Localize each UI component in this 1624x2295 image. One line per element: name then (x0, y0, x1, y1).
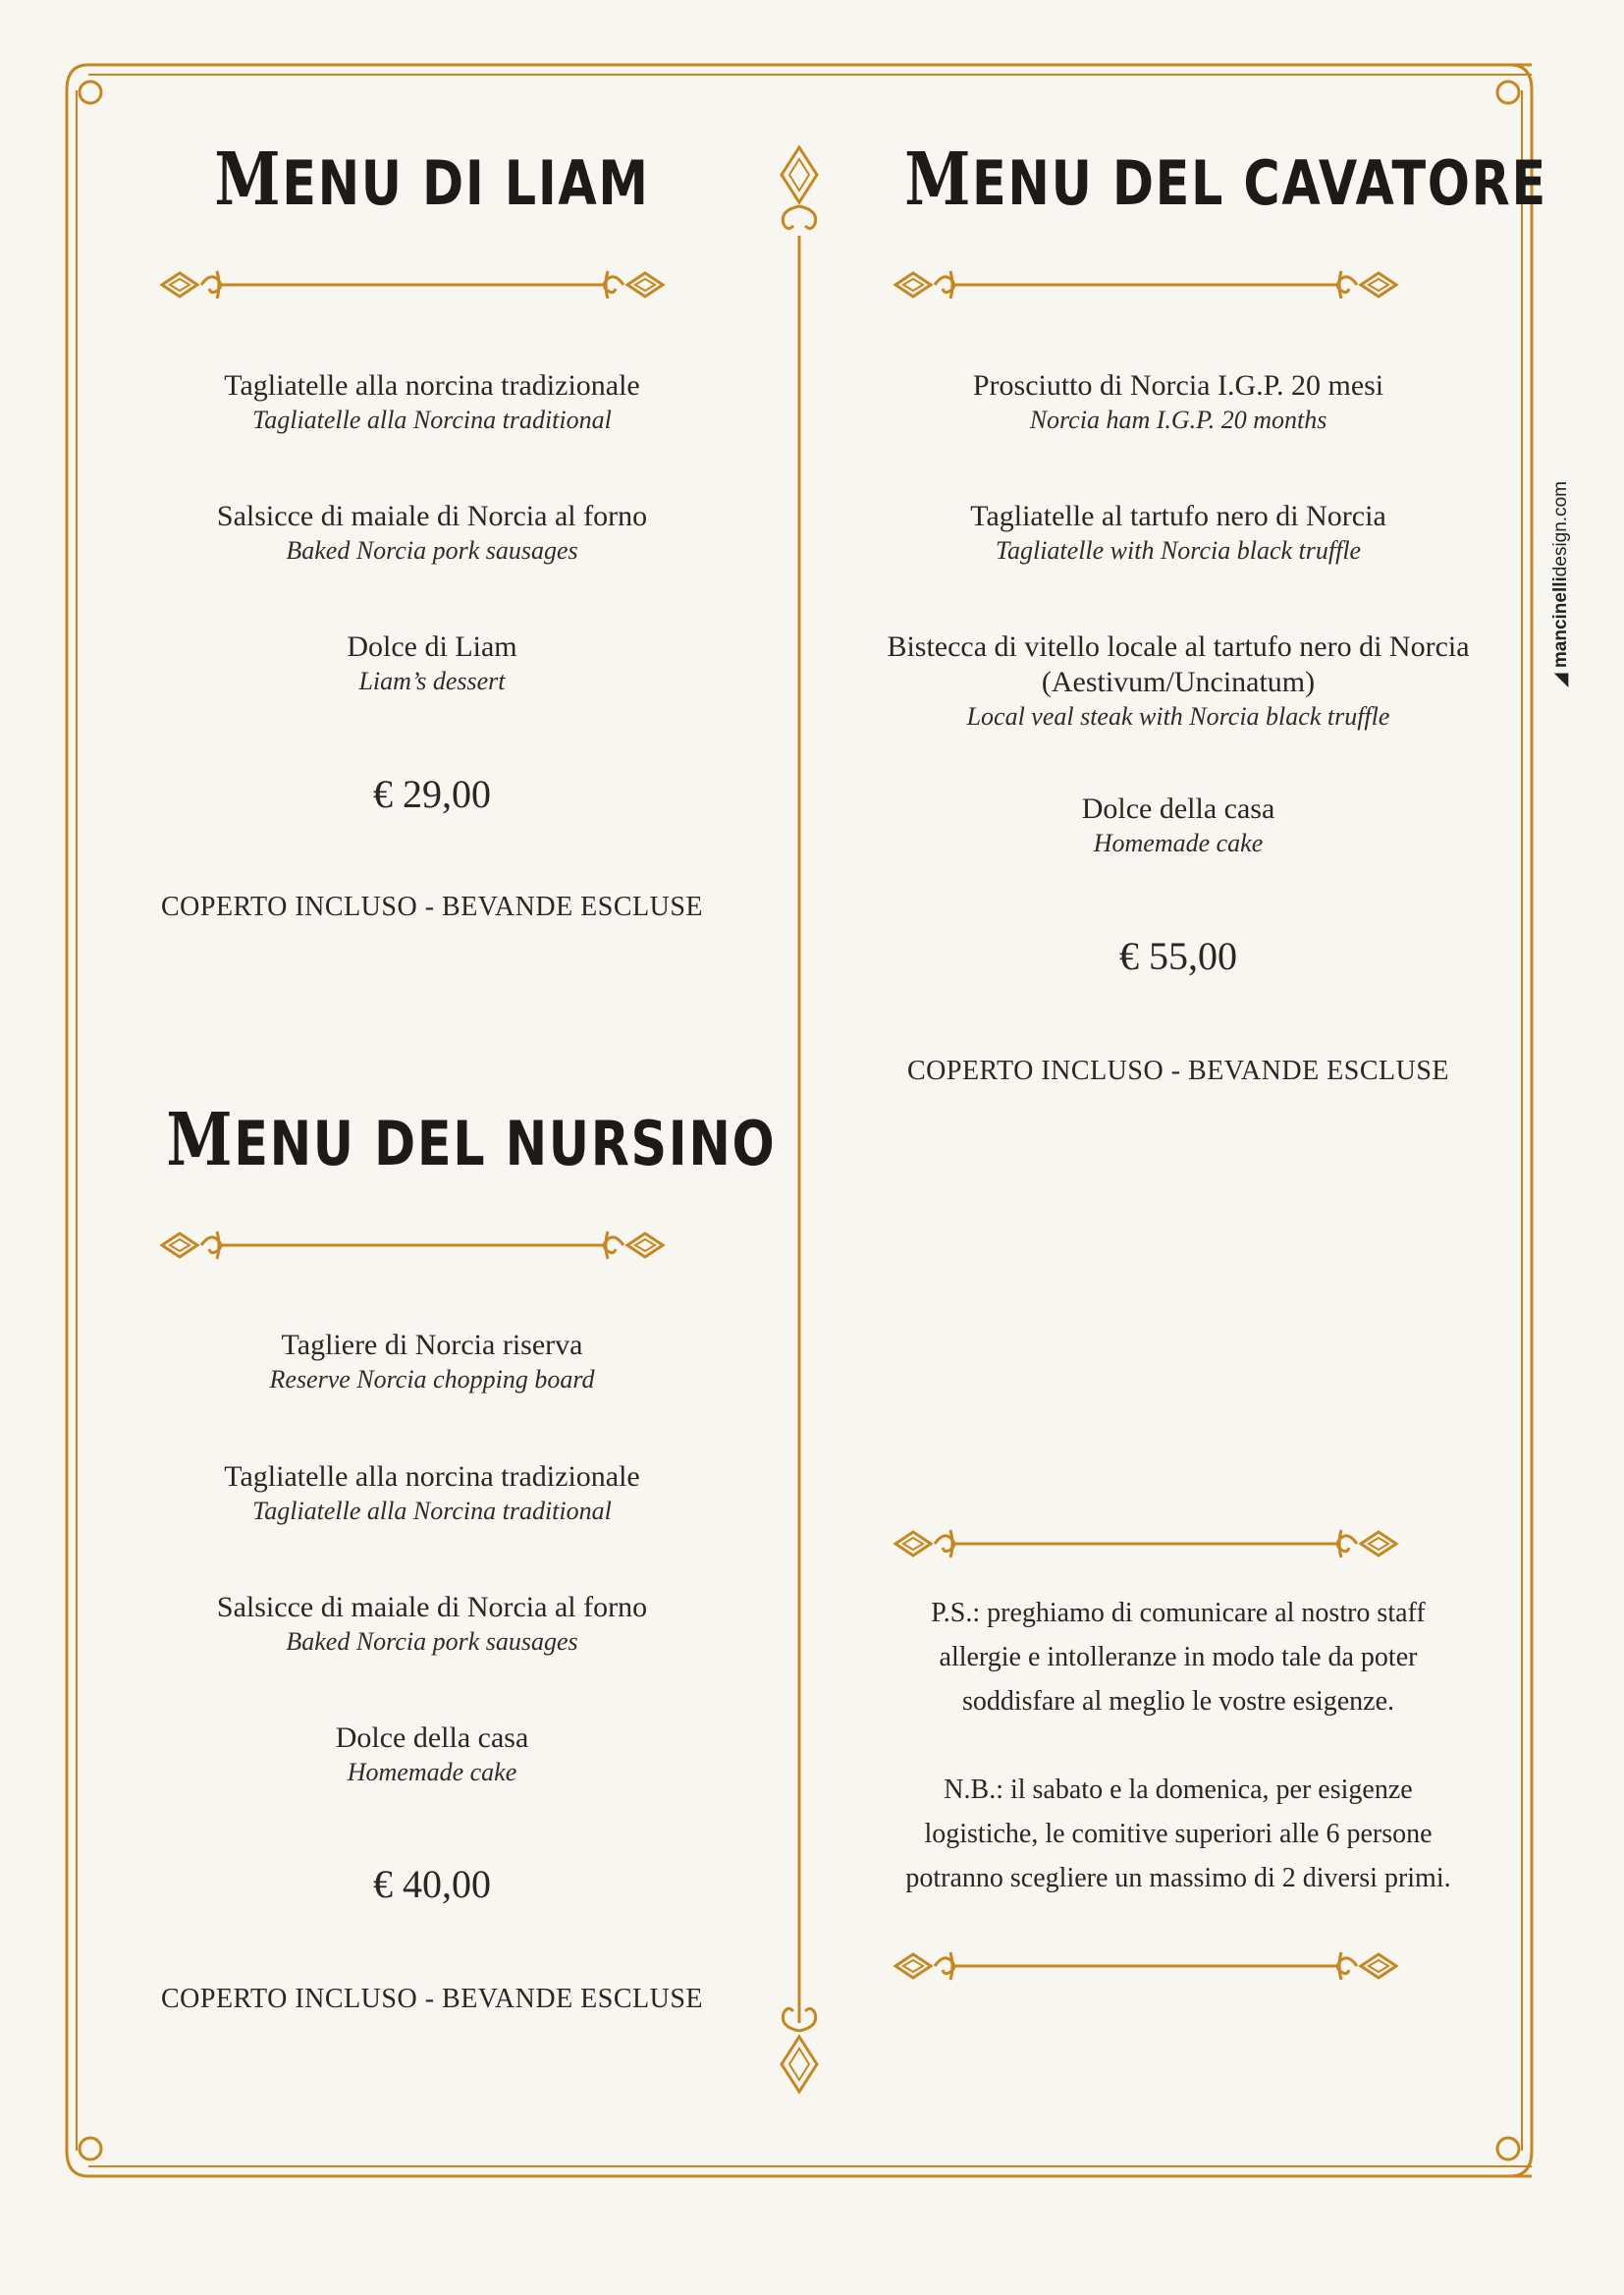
coperto-note: COPERTO INCLUSO - BEVANDE ESCLUSE (906, 1056, 1450, 1086)
menu-cavatore-title: MENU DEL CAVATORE (904, 137, 1547, 222)
coperto-note: COPERTO INCLUSO - BEVANDE ESCLUSE (160, 1984, 704, 2014)
right-column (844, 0, 1547, 2295)
menu-liam-title: MENU DI LIAM (214, 137, 650, 222)
menu-price: € 29,00 (373, 772, 491, 816)
nb-note: N.B.: il sabato e la domenica, per esigenze logistiche, le comitive superiori alle 6 persone potranno scegliere un massimo di 2 diversi primi. (905, 1775, 1451, 1893)
menu-price: € 40,00 (373, 1862, 491, 1906)
designer-credit: ◢ mancinellidesign.com (1550, 481, 1571, 687)
menu-nursino-title: MENU DEL NURSINO (166, 1098, 777, 1182)
menu-item: Dolce della casa Homemade cake (335, 1721, 529, 1786)
menu-price: € 55,00 (1119, 934, 1237, 978)
left-column (108, 0, 777, 2295)
menu-item: Bistecca di vitello locale al tartufo nero di Norcia (Aestivum/Uncinatum) Local veal steak with Norcia black truffle (887, 630, 1470, 731)
menu-item: Salsicce di maiale di Norcia al forno Baked Norcia pork sausages (216, 500, 648, 565)
menu-item: Tagliatelle alla norcina tradizionale Tagliatelle alla Norcina traditional (224, 369, 640, 434)
menu-item: Tagliatelle al tartufo nero di Norcia Tagliatelle with Norcia black truffle (970, 500, 1386, 565)
credit-logo-icon: ◢ (1550, 668, 1571, 687)
menu-item: Prosciutto di Norcia I.G.P. 20 mesi Norcia ham I.G.P. 20 months (972, 369, 1384, 434)
menu-item: Dolce di Liam Liam’s dessert (347, 630, 517, 695)
menu-item: Tagliatelle alla norcina tradizionale Tagliatelle alla Norcina traditional (224, 1460, 640, 1525)
ps-note: P.S.: preghiamo di comunicare al nostro staff allergie e intolleranze in modo tale da poter soddisfare al meglio le vostre esigenze. (931, 1598, 1426, 1717)
coperto-note: COPERTO INCLUSO - BEVANDE ESCLUSE (160, 892, 704, 922)
menu-item: Dolce della casa Homemade cake (1081, 792, 1275, 857)
menu-item: Tagliere di Norcia riserva Reserve Norcia chopping board (269, 1329, 595, 1393)
menu-item: Salsicce di maiale di Norcia al forno Baked Norcia pork sausages (216, 1591, 648, 1656)
